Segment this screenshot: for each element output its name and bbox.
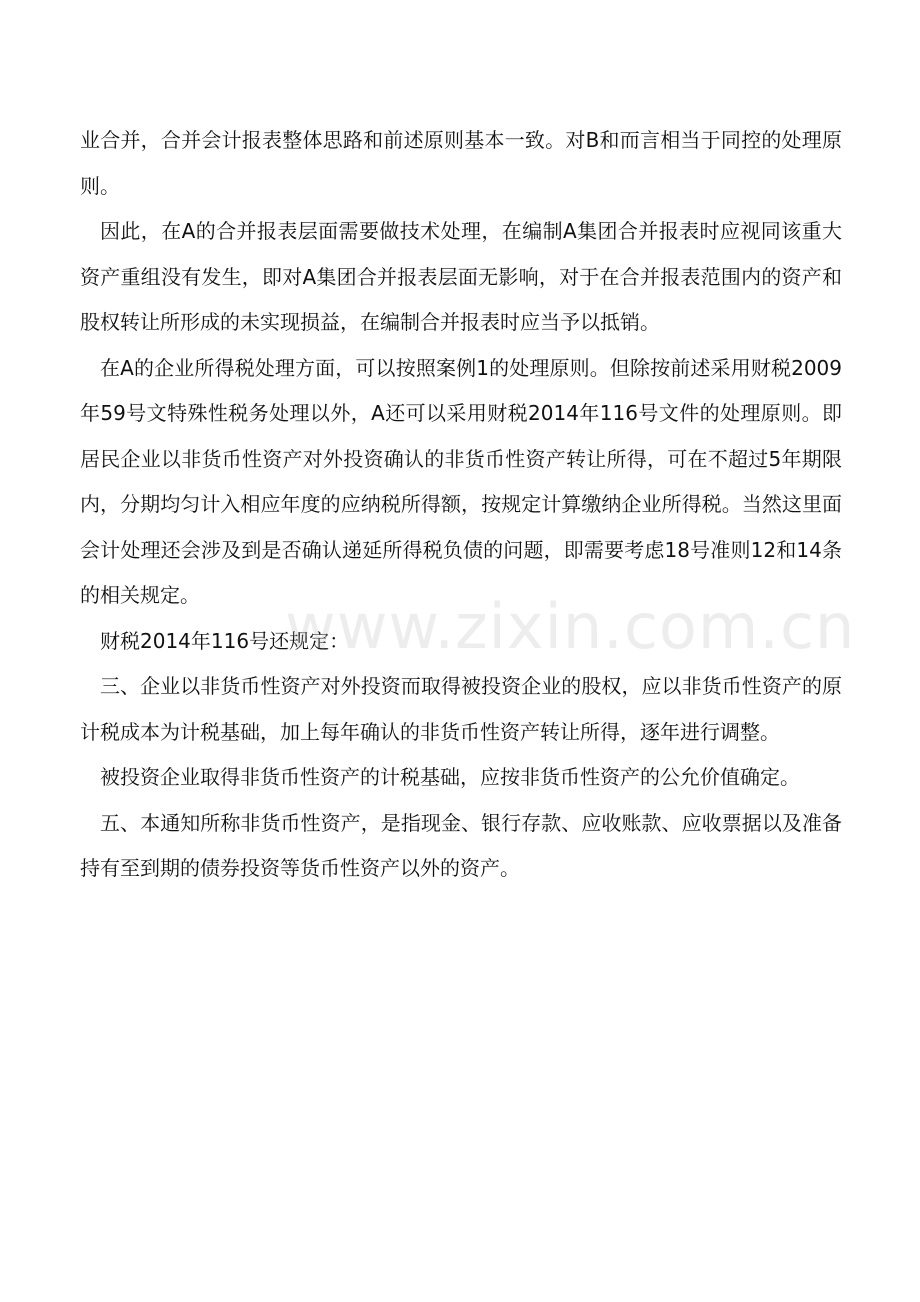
document-body <box>80 118 842 892</box>
watermark: www.zixin.com.cn <box>285 590 856 663</box>
paragraph-income-tax: 在A的企业所得税处理方面，可以按照案例1的处理原则。但除按前述采用财税2009年59号文特殊性税务处理以外，A还可以采用财税2014年116号文件的处理原则。即居民企业以非货币性资产对外投资确认的非货币性资产转让所得，可在不超过5年期限内，分期均匀计入相应年度的应纳税所得额，按规定计算缴纳企业所得税。当然这里面会计处理还会涉及到是否确认递延所得税负债的问题，即需要考虑18号准则12和14条的相关规定。 <box>80 355 842 607</box>
paragraph-tax-basis: 被投资企业取得非货币性资产的计税基础，应按非货币性资产的公允价值确定。 <box>100 765 800 789</box>
paragraph-consolidation: 因此，在A的合并报表层面需要做技术处理，在编制A集团合并报表时应视同该重大资产重组没有发生，即对A集团合并报表层面无影响，对于在合并报表范围内的资产和股权转让所形成的未实现损益，在编制合并报表时应当予以抵销。 <box>80 219 842 334</box>
paragraph-continuation: 业合并，合并会计报表整体思路和前述原则基本一致。对B和而言相当于同控的处理原则。 <box>80 128 842 198</box>
paragraph-article-five: 五、本通知所称非货币性资产，是指现金、银行存款、应收账款、应收票据以及准备持有至到期的债券投资等货币性资产以外的资产。 <box>80 810 842 880</box>
paragraph-regulation-intro: 财税2014年116号还规定： <box>100 628 350 653</box>
paragraph-article-three: 三、企业以非货币性资产对外投资而取得被投资企业的股权，应以非货币性资产的原计税成本为计税基础，加上每年确认的非货币性资产转让所得，逐年进行调整。 <box>80 674 842 744</box>
